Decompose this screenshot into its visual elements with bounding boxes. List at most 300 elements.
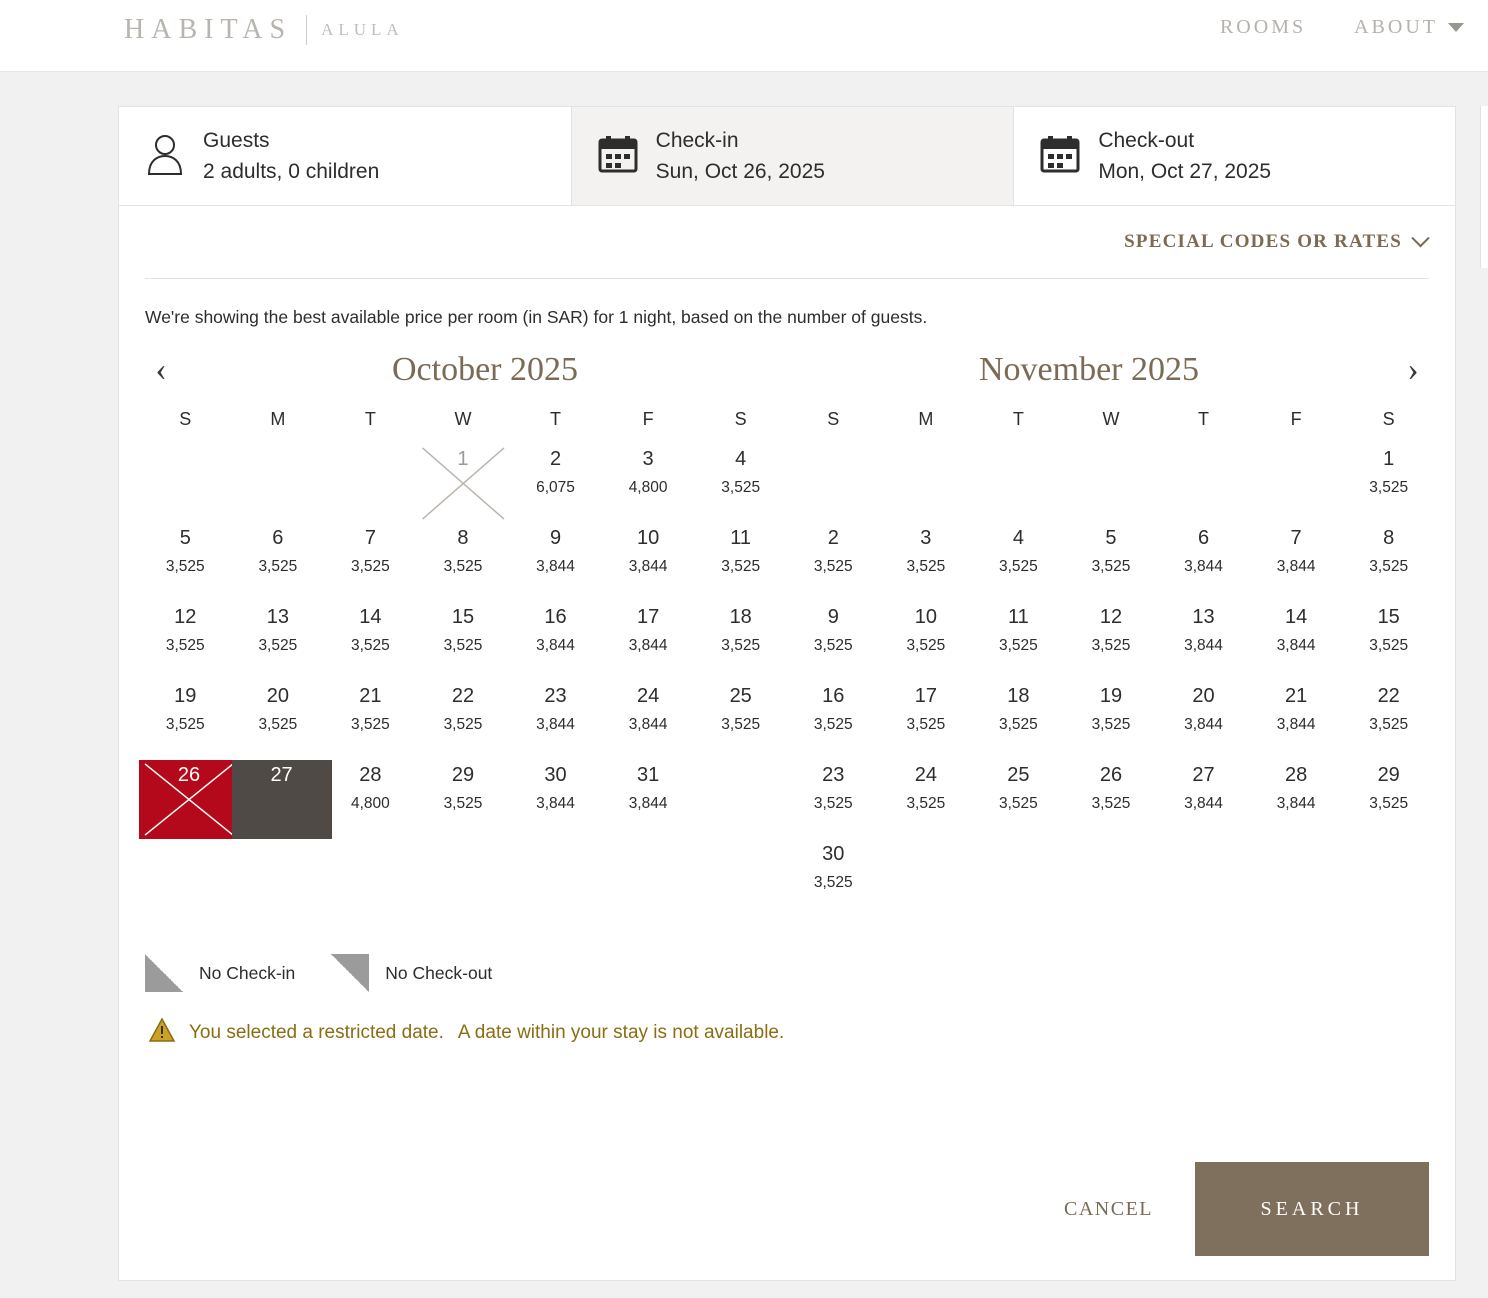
calendar-day[interactable]: [602, 523, 695, 602]
calendar-cell-empty: [787, 444, 880, 523]
calendar-cell[interactable]: [232, 523, 325, 602]
calendar-day[interactable]: [232, 602, 325, 681]
calendar-day-number: 19: [174, 685, 197, 707]
calendar-day[interactable]: [324, 523, 417, 602]
calendar-cell-empty: [232, 444, 325, 523]
weekday-header: T: [1012, 409, 1024, 429]
calendar-day-number: 13: [266, 606, 289, 628]
calendar-cell[interactable]: [417, 760, 510, 839]
calendar-day[interactable]: [787, 523, 880, 602]
calendar-day-number: 28: [359, 764, 382, 786]
checkout-label: Check-out: [1098, 128, 1195, 152]
calendar-day-price: 3,525: [721, 716, 761, 733]
calendar-day-number: 20: [1192, 685, 1215, 707]
calendar-day-number: 29: [451, 764, 475, 786]
calendar-cell[interactable]: [694, 444, 787, 523]
calendar-cell[interactable]: [880, 602, 973, 681]
calendar-day-number: 23: [822, 764, 845, 786]
calendar-day-price: 3,525: [906, 558, 946, 575]
calendar-day-number: 16: [822, 685, 845, 707]
calendar-day-number: 23: [544, 685, 567, 707]
calendar-day-number: 6: [272, 527, 284, 549]
calendar-day-price: 3,525: [721, 637, 761, 654]
calendar-day-number: 21: [359, 685, 382, 707]
calendar-day-price: 3,525: [351, 637, 390, 654]
weekday-header: M: [270, 409, 286, 429]
calendar-cell[interactable]: [139, 602, 232, 681]
calendar-day[interactable]: [602, 444, 695, 523]
calendar-day[interactable]: [1065, 760, 1158, 839]
calendar-day-price: 3,844: [628, 795, 668, 812]
calendar-day-price: 3,844: [1276, 558, 1316, 575]
calendars: [119, 408, 1455, 918]
brand-name: HABITAS: [124, 14, 293, 45]
calendar-cell[interactable]: [1157, 523, 1250, 602]
calendar-day-number: 30: [544, 764, 567, 786]
calendar-day-price: 3,844: [536, 558, 575, 575]
calendar-header: [119, 348, 1455, 392]
calendar-cell[interactable]: [324, 681, 417, 760]
calendar-grid-november: [787, 408, 1435, 918]
weekday-header: W: [1102, 409, 1120, 429]
calendar-day-number: 17: [636, 606, 660, 628]
calendar-day[interactable]: [232, 760, 332, 839]
calendar-day-price: 3,525: [258, 637, 298, 654]
calendar-day-number: 1: [1383, 448, 1395, 470]
special-codes-row: [119, 206, 1455, 278]
calendar-day-price: 3,525: [258, 716, 298, 733]
panel-edge: [1480, 106, 1488, 268]
nav-item-about[interactable]: [1354, 16, 1464, 39]
calendar-cell[interactable]: [1342, 681, 1435, 760]
calendar-cell[interactable]: [1250, 523, 1343, 602]
calendar-cell[interactable]: [694, 523, 787, 602]
calendar-cell[interactable]: [1250, 602, 1343, 681]
calendar-day[interactable]: [1065, 681, 1158, 760]
calendar-cell-empty: [880, 839, 973, 918]
chevron-down-icon: [1448, 23, 1464, 32]
calendar-day-number: 5: [1105, 527, 1117, 549]
calendar-cell[interactable]: [787, 523, 880, 602]
calendar-day-price: 3,525: [1091, 795, 1131, 812]
calendar-week-row: [787, 444, 1435, 523]
calendar-day[interactable]: [1157, 523, 1250, 602]
calendar-day[interactable]: [1342, 760, 1435, 839]
calendar-day-price: 3,525: [813, 558, 853, 575]
calendar-cell[interactable]: [1157, 760, 1250, 839]
calendar-cell-empty: [1250, 444, 1343, 523]
calendar-cell[interactable]: [972, 602, 1065, 681]
calendar-week-row: [139, 523, 787, 602]
calendar-day[interactable]: [694, 444, 787, 523]
calendar-day-number: 22: [1377, 685, 1400, 707]
calendar-cell[interactable]: [694, 602, 787, 681]
next-month-button[interactable]: ›: [1407, 351, 1419, 388]
calendar-day-number: 3: [642, 448, 654, 470]
calendar-day-price: 3,525: [1369, 558, 1409, 575]
calendar-day-number: 16: [544, 606, 567, 628]
calendar-cell[interactable]: [324, 523, 417, 602]
checkin-field[interactable]: [572, 107, 1015, 205]
calendar-day-price: 3,525: [1091, 558, 1131, 575]
calendar-day-price: 3,525: [165, 637, 205, 654]
calendar-day: [417, 444, 510, 523]
calendar-cell[interactable]: [232, 602, 325, 681]
calendar-day-price: 3,525: [443, 795, 483, 812]
calendar-day[interactable]: [972, 602, 1065, 681]
calendar-day[interactable]: [509, 444, 602, 523]
calendar-day-price: 3,525: [351, 716, 390, 733]
calendar-day[interactable]: [509, 681, 602, 760]
calendar-day-number: 17: [914, 685, 937, 707]
calendar-day-number: 20: [266, 685, 289, 707]
calendar-week-row: [139, 444, 787, 523]
calendar-day-price: 3,844: [628, 558, 668, 575]
calendar-day-number: 9: [827, 606, 839, 628]
calendar-cell[interactable]: [602, 523, 695, 602]
calendar-day-price: 3,844: [1276, 795, 1316, 812]
calendar-day-number: 12: [174, 606, 197, 628]
calendar-day[interactable]: [232, 681, 325, 760]
calendar-cell[interactable]: [787, 760, 880, 839]
calendar-day[interactable]: [509, 760, 602, 839]
no-checkout-triangle-icon: [331, 954, 369, 992]
calendar-day-number: 11: [1008, 606, 1029, 628]
calendar-day-number: 25: [1007, 764, 1030, 786]
checkin-label: Check-in: [655, 128, 739, 152]
special-codes-toggle[interactable]: [1124, 231, 1427, 253]
calendar-day-number: 24: [636, 685, 660, 707]
calendar-cell[interactable]: [880, 681, 973, 760]
calendar-day-price: 3,525: [813, 716, 853, 733]
calendar-cell-empty: [694, 760, 787, 839]
calendar-day[interactable]: [324, 681, 417, 760]
calendar-day[interactable]: [139, 681, 232, 760]
calendar-day-price: 3,525: [813, 874, 853, 891]
calendar-day-price: 3,525: [999, 716, 1038, 733]
calendar-day-price: 3,525: [165, 558, 205, 575]
calendar-day-price: 3,844: [628, 716, 668, 733]
calendar-cell-empty: [1157, 839, 1250, 918]
calendar-day[interactable]: [1065, 523, 1158, 602]
calendar-day[interactable]: [880, 681, 973, 760]
calendar-cell[interactable]: [972, 523, 1065, 602]
calendar-day[interactable]: [602, 602, 695, 681]
calendar-cell[interactable]: [417, 681, 510, 760]
weekday-header: F: [642, 409, 654, 429]
calendar-cell[interactable]: [417, 523, 510, 602]
calendar-day-number: 15: [451, 606, 475, 628]
weekday-header: T: [550, 409, 562, 429]
calendar-cell[interactable]: [1342, 760, 1435, 839]
weekday-header: M: [918, 409, 934, 429]
calendar-day[interactable]: [417, 602, 510, 681]
calendar-day[interactable]: [417, 523, 510, 602]
calendar-cell[interactable]: [602, 681, 695, 760]
calendar-cell[interactable]: [1157, 602, 1250, 681]
calendar-cell[interactable]: [324, 760, 417, 839]
calendar-day-price: 3,525: [258, 558, 298, 575]
calendar-day[interactable]: [787, 839, 880, 918]
calendar-grid-october: [139, 408, 787, 839]
calendar-day-price: 4,800: [351, 795, 390, 812]
site-header: [0, 0, 1488, 72]
calendar-day[interactable]: [417, 681, 510, 760]
calendar-cell-empty: [972, 839, 1065, 918]
brand-logo[interactable]: [124, 14, 404, 46]
calendar-day-price: 3,525: [906, 795, 946, 812]
calendar-day[interactable]: [694, 523, 787, 602]
calendar-day-price: 3,844: [1184, 637, 1223, 654]
calendar-day-number: 11: [730, 527, 752, 549]
booking-fields: [119, 107, 1455, 206]
calendar-day[interactable]: [1250, 602, 1343, 681]
calendar-day-number: 2: [549, 448, 562, 470]
month-title-november: November 2025: [978, 351, 1199, 388]
calendar-november: [787, 408, 1435, 918]
calendar-day-price: 3,525: [999, 795, 1038, 812]
calendar-cell[interactable]: [139, 681, 232, 760]
calendar-cell-empty: [1342, 839, 1435, 918]
calendar-day-price: 4,800: [628, 479, 668, 496]
calendar-day-number: 12: [1099, 606, 1123, 628]
weekday-header: W: [454, 409, 472, 429]
calendar-cell[interactable]: [1157, 681, 1250, 760]
calendar-icon: [598, 134, 638, 179]
cancel-button[interactable]: CANCEL: [1054, 1190, 1163, 1229]
calendar-day[interactable]: [880, 523, 973, 602]
calendar-day[interactable]: [324, 760, 417, 839]
calendar-cell[interactable]: [1250, 681, 1343, 760]
calendar-cell[interactable]: [880, 523, 973, 602]
calendar-cell[interactable]: [232, 760, 325, 839]
calendar-day-number: 28: [1284, 764, 1308, 786]
calendar-day-price: 3,525: [999, 558, 1038, 575]
calendar-cell-empty: [972, 444, 1065, 523]
calendar-week-row: [787, 523, 1435, 602]
calendar-day-number: 30: [822, 843, 845, 865]
calendar-cell[interactable]: [880, 760, 973, 839]
calendar-day-number: 22: [451, 685, 475, 707]
calendar-day[interactable]: [324, 602, 417, 681]
calendar-day-number: 10: [636, 527, 660, 549]
calendar-day-price: 3,525: [813, 637, 853, 654]
calendar-day[interactable]: [880, 602, 973, 681]
calendar-day-price: 3,844: [1276, 716, 1316, 733]
calendar-cell[interactable]: [1342, 444, 1435, 523]
calendar-week-row: [787, 760, 1435, 839]
calendar-day-price: 3,525: [1091, 637, 1131, 654]
guests-field[interactable]: [119, 107, 572, 205]
brand-divider: [306, 15, 307, 45]
calendar-day-price: 3,844: [1184, 558, 1223, 575]
calendar-cell[interactable]: [509, 760, 602, 839]
calendar-cell[interactable]: [602, 760, 695, 839]
calendar-day[interactable]: [1342, 444, 1435, 523]
calendar-day-number: 18: [729, 606, 752, 628]
calendar-day-price: 3,525: [443, 716, 483, 733]
calendar-day[interactable]: [972, 760, 1065, 839]
calendar-day[interactable]: [139, 602, 232, 681]
nav-item-rooms-label: ROOMS: [1219, 16, 1307, 38]
price-blurb: We're showing the best available price per room (in SAR) for 1 night, based on the number of guests.: [145, 307, 928, 327]
weekday-header: S: [1382, 409, 1395, 429]
warning-text: A date within your stay is not available.: [457, 1022, 785, 1043]
calendar-day-price: 3,844: [1184, 795, 1223, 812]
weekday-header: S: [179, 409, 192, 429]
weekday-header: S: [734, 409, 747, 429]
calendar-cell[interactable]: [1065, 523, 1158, 602]
calendar-cell-empty: [1157, 444, 1250, 523]
calendar-cell[interactable]: [232, 681, 325, 760]
calendar-cell[interactable]: [509, 444, 602, 523]
calendar-day-number: 14: [1284, 606, 1308, 628]
calendar-day-number: 15: [1377, 606, 1400, 628]
calendar-cell-empty: [1065, 839, 1158, 918]
calendar-day[interactable]: [1157, 602, 1250, 681]
calendar-day-number: 24: [914, 764, 937, 786]
weekday-header: F: [1290, 409, 1302, 429]
calendar-day[interactable]: [1342, 602, 1435, 681]
calendar-day-price: 3,844: [1184, 716, 1223, 733]
calendar-day-number: 4: [1012, 527, 1024, 549]
calendar-day-price: 3,844: [1276, 637, 1316, 654]
calendar-day[interactable]: [417, 760, 510, 839]
calendar-day[interactable]: [694, 681, 787, 760]
calendar-cell[interactable]: [1065, 681, 1158, 760]
calendar-day-price: 3,844: [536, 716, 575, 733]
calendar-day-price: 3,525: [1091, 716, 1131, 733]
calendar-day-number: 14: [359, 606, 382, 628]
calendar-day[interactable]: [139, 760, 239, 839]
calendar-day[interactable]: [1250, 760, 1343, 839]
calendar-day-number: 1: [457, 448, 469, 470]
legend-no-checkin: [145, 954, 295, 992]
calendar-cell[interactable]: [509, 681, 602, 760]
calendar-day[interactable]: [602, 760, 695, 839]
calendar-day-number: 19: [1099, 685, 1123, 707]
legend-no-checkout-label: No Check-out: [385, 962, 493, 983]
month-title-october: October 2025: [391, 351, 578, 388]
calendar-cell[interactable]: [1065, 760, 1158, 839]
calendar-day[interactable]: [1250, 523, 1343, 602]
calendar-cell[interactable]: [694, 681, 787, 760]
calendar-day-number: 29: [1377, 764, 1400, 786]
weekday-header: S: [827, 409, 840, 429]
calendar-cell[interactable]: [787, 602, 880, 681]
special-codes-label: SPECIAL CODES OR RATES: [1124, 231, 1402, 252]
calendar-cell[interactable]: [787, 681, 880, 760]
calendar-day[interactable]: [1342, 681, 1435, 760]
calendar-day[interactable]: [972, 681, 1065, 760]
nav-item-about-label: ABOUT: [1354, 16, 1438, 38]
calendar-day-number: 9: [549, 527, 562, 549]
calendar-cell[interactable]: [417, 602, 510, 681]
calendar-day[interactable]: [787, 602, 880, 681]
main-nav: [1220, 16, 1464, 39]
calendar-day-price: 3,525: [721, 558, 761, 575]
calendar-day[interactable]: [694, 602, 787, 681]
calendar-day-number: 7: [364, 527, 376, 549]
nav-item-rooms[interactable]: [1220, 16, 1306, 39]
calendar-cell[interactable]: [1065, 602, 1158, 681]
calendar-cell-empty: [880, 444, 973, 523]
calendar-day-number: 13: [1192, 606, 1215, 628]
calendar-cell[interactable]: [509, 602, 602, 681]
calendar-cell[interactable]: [1342, 523, 1435, 602]
calendar-day-number: 25: [729, 685, 752, 707]
legend-no-checkin-label: No Check-in: [199, 962, 296, 983]
booking-panel: [118, 106, 1456, 1281]
calendar-cell[interactable]: [139, 760, 232, 839]
calendar-day-number: 7: [1290, 527, 1302, 549]
calendar-day[interactable]: [1342, 523, 1435, 602]
legend-no-checkout: [331, 954, 492, 992]
calendar-cell[interactable]: [787, 839, 880, 918]
calendar-day[interactable]: [602, 681, 695, 760]
calendar-cell: [417, 444, 510, 523]
calendar-week-row: [139, 681, 787, 760]
prev-month-button[interactable]: ‹: [155, 351, 167, 388]
calendar-day-price: 3,525: [1369, 637, 1409, 654]
calendar-day-number: 31: [636, 764, 660, 786]
calendar-day[interactable]: [509, 602, 602, 681]
calendar-cell[interactable]: [972, 760, 1065, 839]
calendar-day-price: 3,525: [1369, 479, 1409, 496]
calendar-cell[interactable]: [139, 523, 232, 602]
calendar-cell[interactable]: [602, 444, 695, 523]
panel-footer: [1054, 1162, 1429, 1256]
weekday-header: T: [364, 409, 376, 429]
calendar-cell[interactable]: [602, 602, 695, 681]
calendar-day[interactable]: [787, 681, 880, 760]
warning-strong-text: You selected a restricted date.: [189, 1022, 444, 1043]
calendar-october: [139, 408, 787, 918]
calendar-day[interactable]: [232, 523, 325, 602]
calendar-day[interactable]: [1250, 681, 1343, 760]
calendar-day[interactable]: [1157, 760, 1250, 839]
calendar-day-price: 3,525: [906, 637, 946, 654]
calendar-day[interactable]: [139, 523, 232, 602]
calendar-week-row: [787, 602, 1435, 681]
calendar-day-price: 3,525: [351, 558, 390, 575]
calendar-day[interactable]: [972, 523, 1065, 602]
search-button[interactable]: SEARCH: [1195, 1162, 1429, 1256]
calendar-day-number: 5: [179, 527, 191, 549]
calendar-day-number: 10: [914, 606, 937, 628]
calendar-day-price: 3,844: [628, 637, 668, 654]
checkout-value: Mon, Oct 27, 2025: [1098, 159, 1272, 183]
calendar-day[interactable]: [509, 523, 602, 602]
checkout-field[interactable]: [1014, 107, 1455, 205]
calendar-cell[interactable]: [1250, 760, 1343, 839]
calendar-cell[interactable]: [509, 523, 602, 602]
no-checkin-triangle-icon: [145, 954, 183, 992]
calendar-day[interactable]: [1065, 602, 1158, 681]
calendar-cell[interactable]: [972, 681, 1065, 760]
calendar-day-number: 21: [1284, 685, 1308, 707]
checkin-value: Sun, Oct 26, 2025: [655, 159, 825, 183]
calendar-day-price: 6,075: [536, 479, 575, 496]
calendar-week-row: [787, 681, 1435, 760]
calendar-cell[interactable]: [1342, 602, 1435, 681]
calendar-day[interactable]: [880, 760, 973, 839]
calendar-week-row: [139, 760, 787, 839]
calendar-day-number: 26: [177, 764, 201, 786]
calendar-cell[interactable]: [324, 602, 417, 681]
calendar-day[interactable]: [1157, 681, 1250, 760]
calendar-day[interactable]: [787, 760, 880, 839]
